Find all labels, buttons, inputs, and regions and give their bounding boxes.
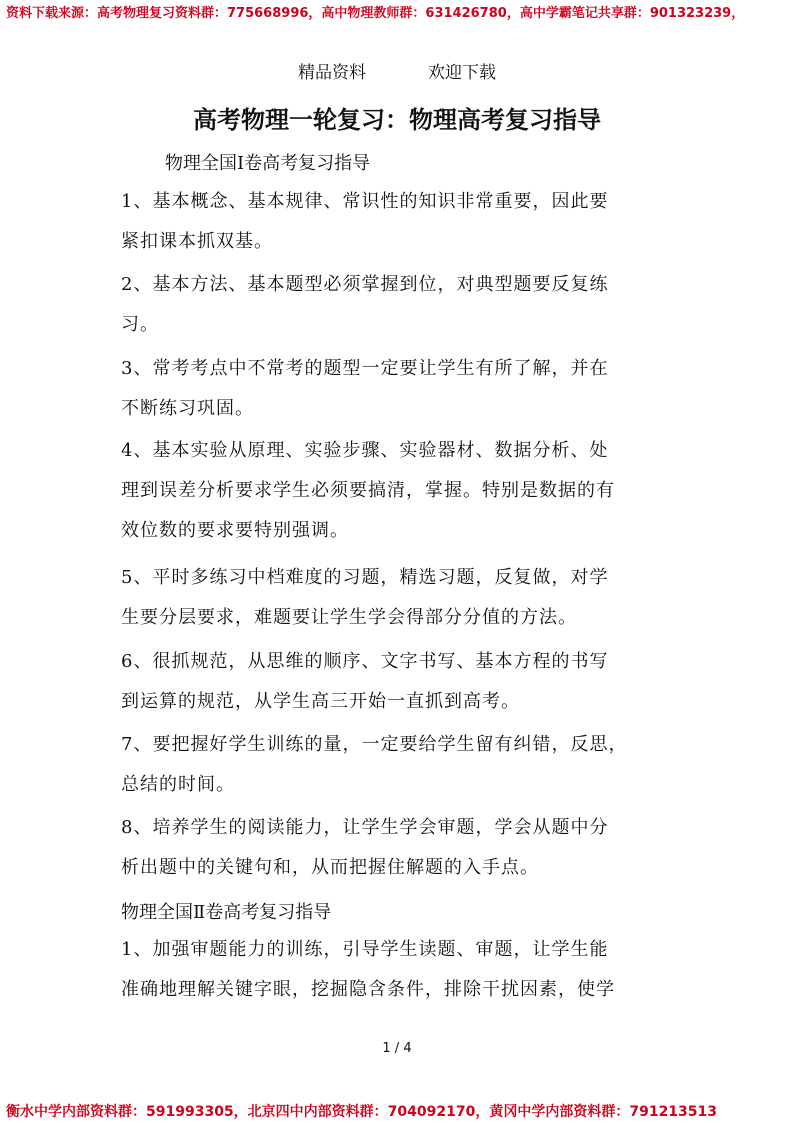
document-title: 高考物理一轮复习：物理高考复习指导: [193, 105, 601, 134]
header-left-text: 精品资料: [298, 63, 366, 83]
paragraph-line: 习。: [121, 314, 159, 335]
paragraph-1-8: [121, 808, 681, 888]
paragraph-line: 效位数的要求要特别强调。: [121, 520, 349, 541]
paragraph-line: 紧扣课本抓双基。: [121, 231, 273, 252]
paragraph-line: 6、很抓规范，从思维的顺序、文字书写、基本方程的书写: [121, 651, 609, 672]
paragraph-line: 理到误差分析要求学生必须要搞清，掌握。特别是数据的有: [121, 480, 615, 501]
paragraph-1-5: [121, 558, 681, 638]
page-header: [0, 58, 794, 83]
header-right-text: 欢迎下载: [428, 63, 496, 83]
paragraph-line: 到运算的规范，从学生高三开始一直抓到高考。: [121, 691, 520, 712]
paragraph-1-7: [121, 725, 681, 805]
paragraph-line: 准确地理解关键字眼，挖掘隐含条件，排除干扰因素，使学: [121, 979, 615, 1000]
paragraph-1-1: [121, 182, 681, 262]
page-number: 1 / 4: [382, 1041, 412, 1056]
paragraph-1-2: [121, 265, 681, 345]
paragraph-line: 4、基本实验从原理、实验步骤、实验器材、数据分析、处: [121, 440, 609, 461]
paragraph-line: 析出题中的关键句和，从而把握住解题的入手点。: [121, 857, 539, 878]
paragraph-line: 3、常考考点中不常考的题型一定要让学生有所了解，并在: [121, 358, 609, 379]
paragraph-1-6: [121, 642, 681, 722]
bottom-banner: 衡水中学内部资料群：591993305，北京四中内部资料群：704092170，黄冈中学内部资料群：791213513: [6, 1104, 718, 1120]
paragraph-line: 1、基本概念、基本规律、常识性的知识非常重要，因此要: [121, 191, 609, 212]
paragraph-line: 2、基本方法、基本题型必须掌握到位，对典型题要反复练: [121, 274, 609, 295]
paragraph-line: 总结的时间。: [121, 774, 235, 795]
paragraph-1-3: [121, 349, 681, 429]
paragraph-2-1: [121, 930, 681, 1010]
paragraph-line: 7、要把握好学生训练的量，一定要给学生留有纠错，反思，: [121, 734, 628, 755]
paragraph-line: 5、平时多练习中档难度的习题，精选习题，反复做，对学: [121, 567, 609, 588]
section-heading-1: 物理全国Ⅰ卷高考复习指导: [165, 153, 371, 174]
paragraph-line: 生要分层要求，难题要让学生学会得部分分值的方法。: [121, 607, 577, 628]
paragraph-1-4: [121, 431, 681, 551]
top-banner: 资料下载来源：高考物理复习资料群：775668996，高中物理教师群：631426780，高中学霸笔记共享群：901323239，: [6, 6, 745, 21]
paragraph-line: 8、培养学生的阅读能力，让学生学会审题，学会从题中分: [121, 817, 609, 838]
paragraph-line: 1、加强审题能力的训练，引导学生读题、审题，让学生能: [121, 939, 609, 960]
paragraph-line: 不断练习巩固。: [121, 398, 254, 419]
section-heading-2: 物理全国Ⅱ卷高考复习指导: [121, 902, 332, 923]
